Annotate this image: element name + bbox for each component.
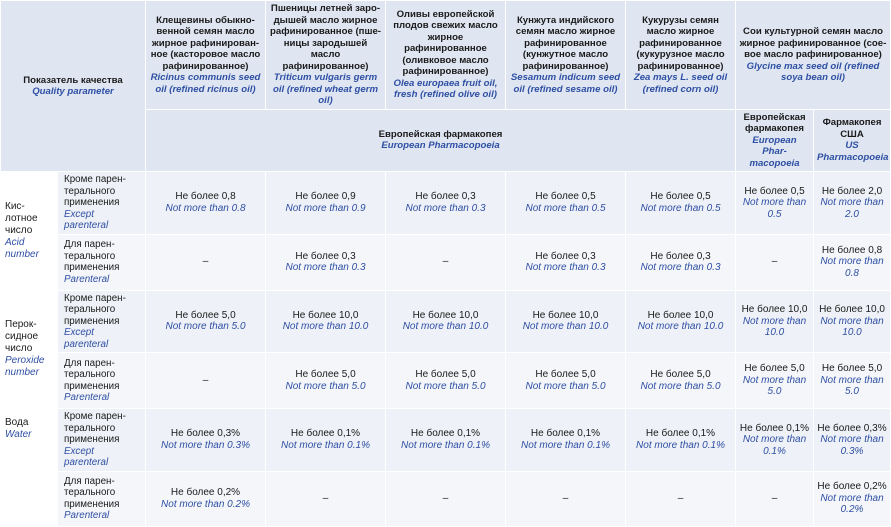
value-cell-dash: –	[386, 234, 506, 290]
value-cell: Не более 0,1% Not more than 0.1%	[386, 409, 506, 472]
value-cell: Не более 0,8 Not more than 0.8	[146, 172, 266, 235]
param-peroxide-number: Перок-сидное число Peroxide number	[1, 290, 58, 409]
value-cell-dash: –	[386, 471, 506, 526]
value-cell: Не более 10,0 Not more than 10.0	[506, 290, 626, 353]
value-cell-dash: –	[506, 471, 626, 526]
value-cell: Не более 0,3 Not more than 0.3	[266, 234, 386, 290]
value-cell: Не более 0,3% Not more than 0.3%	[814, 409, 891, 472]
sub-except-parenteral: Кроме парен-терального применения Except parenteral	[58, 172, 146, 235]
value-cell-dash: –	[736, 234, 814, 290]
value-cell: Не более 0,9 Not more than 0.9	[266, 172, 386, 235]
value-cell: Не более 0,3% Not more than 0.3%	[146, 409, 266, 472]
col-header-soya: Сои культурной семян масло жирное рафинированное (сое-вое масло рафинированное) Glycine max seed oil (refined soya bean oil)	[736, 1, 891, 110]
value-cell: Не более 10,0 Not more than 10.0	[626, 290, 736, 353]
value-cell-dash: –	[266, 471, 386, 526]
value-cell: Не более 5,0 Not more than 5.0	[736, 353, 814, 409]
value-cell: Не более 0,1% Not more than 0.1%	[736, 409, 814, 472]
value-cell: Не более 10,0 Not more than 10.0	[386, 290, 506, 353]
col-header-sesame: Кунжута индийского семян масло жирное рафинированное (кунжутное масло рафинированное) Sesamum indicum seed oil (refined sesame oil)	[506, 1, 626, 110]
value-cell: Не более 10,0 Not more than 10.0	[814, 290, 891, 353]
value-cell: Не более 5,0 Not more than 5.0	[386, 353, 506, 409]
pharmacopoeia-eu-soya-header: Европейская фармакопея European Phar-macopoeia	[736, 109, 814, 172]
value-cell: Не более 0,2% Not more than 0.2%	[146, 471, 266, 526]
value-cell: Не более 0,8 Not more than 0.8	[814, 234, 891, 290]
value-cell: Не более 0,1% Not more than 0.1%	[626, 409, 736, 472]
value-cell: Не более 0,3 Not more than 0.3	[626, 234, 736, 290]
value-cell: Не более 10,0 Not more than 10.0	[736, 290, 814, 353]
value-cell: Не более 5,0 Not more than 5.0	[814, 353, 891, 409]
col-header-olive: Оливы европейской плодов свежих масло жирное рафинированное (оливковое масло рафинированное) Olea europaea fruit oil, fresh (refined olive oil)	[386, 1, 506, 110]
col-header-corn: Кукурузы семян масло жирное рафинированное (кукурузное масло рафинированное) Zea mays L. seed oil (refined corn oil)	[626, 1, 736, 110]
value-cell: Не более 5,0 Not more than 5.0	[146, 290, 266, 353]
value-cell: Не более 10,0 Not more than 10.0	[266, 290, 386, 353]
value-cell-dash: –	[736, 471, 814, 526]
value-cell: Не более 0,5 Not more than 0.5	[626, 172, 736, 235]
value-cell: Не более 5,0 Not more than 5.0	[266, 353, 386, 409]
value-cell: Не более 0,5 Not more than 0.5	[736, 172, 814, 235]
value-cell: Не более 0,1% Not more than 0.1%	[266, 409, 386, 472]
sub-parenteral: Для парен-терального применения Parenteral	[58, 234, 146, 290]
value-cell-dash: –	[146, 234, 266, 290]
sub-except-parenteral: Кроме парен-терального применения Except parenteral	[58, 290, 146, 353]
value-cell-dash: –	[146, 353, 266, 409]
param-acid-number: Кис-лотное число Acid number	[1, 172, 58, 291]
param-water: Вода Water	[1, 409, 58, 527]
pharmacopoeia-us-header: Фармакопея США US Pharmacopoeia	[814, 109, 891, 172]
value-cell: Не более 0,2% Not more than 0.2%	[814, 471, 891, 526]
sub-except-parenteral: Кроме парен-терального применения Except parenteral	[58, 409, 146, 472]
value-cell: Не более 0,5 Not more than 0.5	[506, 172, 626, 235]
sub-parenteral: Для парен-терального применения Parenteral	[58, 353, 146, 409]
sub-parenteral: Для парен-терального применения Parenteral	[58, 471, 146, 526]
value-cell: Не более 0,3 Not more than 0.3	[506, 234, 626, 290]
value-cell: Не более 0,1% Not more than 0.1%	[506, 409, 626, 472]
pharmacopoeia-eu-header: Европейская фармакопея European Pharmacopoeia	[146, 109, 736, 172]
value-cell: Не более 0,3 Not more than 0.3	[386, 172, 506, 235]
col-header-ricinus: Клещевины обыкно-венной семян масло жирное рафинирован-ное (касторовое масло рафинированное) Ricinus communis seed oil (refined ricinus oil)	[146, 1, 266, 110]
value-cell-dash: –	[626, 471, 736, 526]
quality-parameter-header: Показатель качества Quality parameter	[1, 1, 146, 172]
value-cell: Не более 5,0 Not more than 5.0	[626, 353, 736, 409]
value-cell: Не более 5,0 Not more than 5.0	[506, 353, 626, 409]
col-header-wheat-germ: Пшеницы летней заро-дышей масло жирное рафинированное (пше-ницы зародышей масло рафинированное) Triticum vulgaris germ oil (refined wheat germ oil)	[266, 1, 386, 110]
value-cell: Не более 2,0 Not more than 2.0	[814, 172, 891, 235]
